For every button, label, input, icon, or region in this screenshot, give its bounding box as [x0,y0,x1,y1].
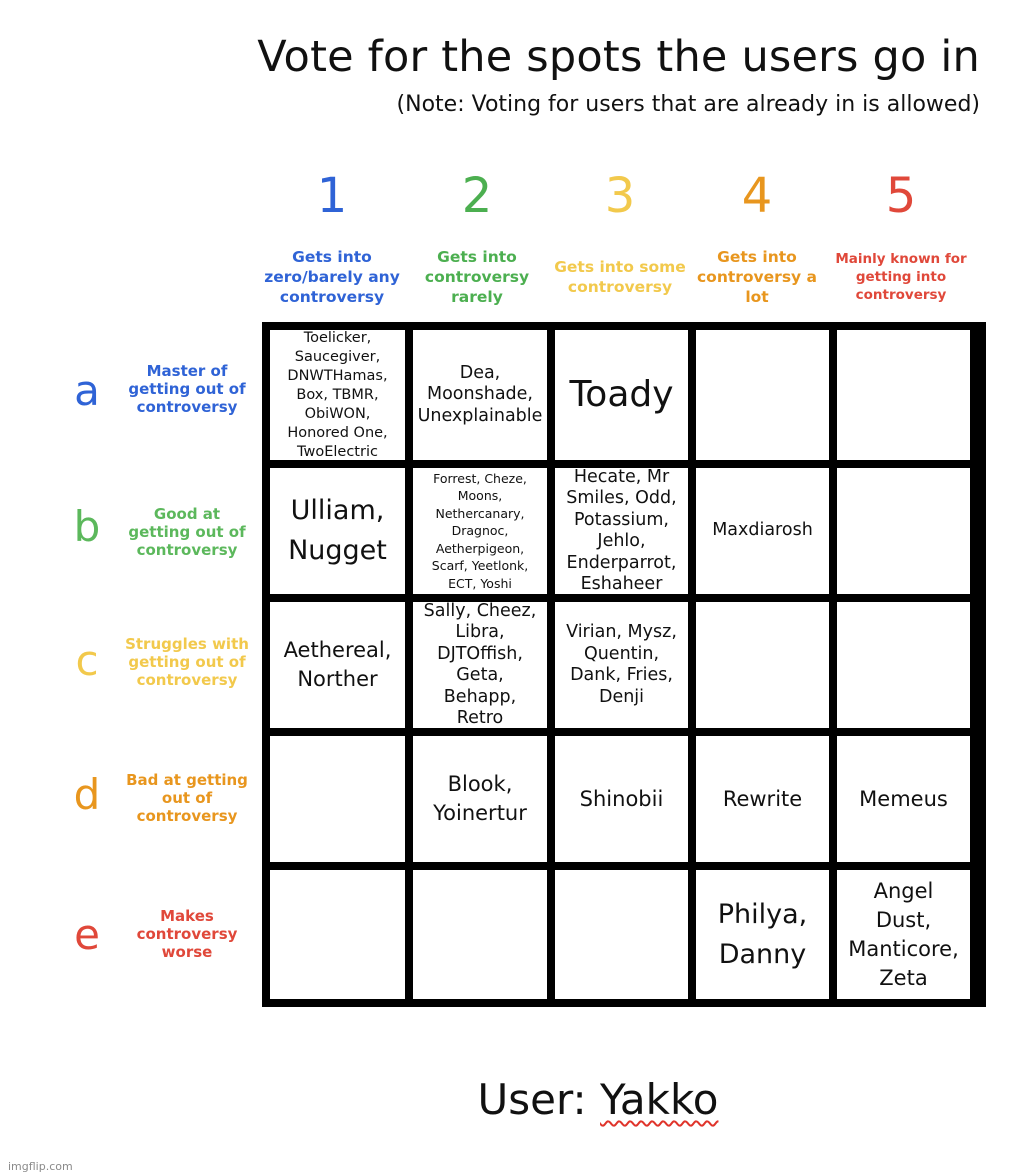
cell-e3[interactable] [555,870,688,999]
row-label-e: Makes controversy worse [136,907,238,961]
cell-a4[interactable] [696,330,829,460]
user-label: User: [477,1075,587,1124]
cell-d4[interactable]: Rewrite [696,736,829,862]
cell-b4[interactable]: Maxdiarosh [696,468,829,594]
cell-c3[interactable]: Virian, Mysz, Quentin, Dank, Fries, Denji [555,602,688,728]
column-label-2: Gets into controversy rarely [424,248,530,306]
column-number-1: 1 [316,168,348,224]
cell-a1[interactable]: Toelicker, Saucegiver, DNWTHamas, Box, TBMR, ObiWON, Honored One, TwoElectric [270,330,405,460]
cell-c5[interactable] [837,602,970,728]
cell-d3[interactable]: Shinobii [555,736,688,862]
cell-c1[interactable]: Aethereal, Norther [270,602,405,728]
user-line [0,1075,1036,1124]
row-label-d: Bad at getting out of controversy [126,771,248,825]
row-letter-c: c [75,636,99,685]
row-label-a: Master of getting out of controversy [128,362,246,416]
cell-c4[interactable] [696,602,829,728]
row-letter-e: e [74,910,100,959]
cell-c2[interactable]: Sally, Cheez, Libra, DJTOffish, Geta, Behapp, Retro [413,602,547,728]
chart-subtitle: (Note: Voting for users that are already in is allowed) [396,92,980,117]
cell-b5[interactable] [837,468,970,594]
watermark: imgflip.com [8,1160,73,1173]
cell-e2[interactable] [413,870,547,999]
column-number-2: 2 [461,168,493,224]
column-label-1: Gets into zero/barely any controversy [264,248,400,306]
cell-e1[interactable] [270,870,405,999]
cell-a5[interactable] [837,330,970,460]
cell-b2[interactable]: Forrest, Cheze, Moons, Nethercanary, Dragnoc, Aetherpigeon, Scarf, Yeetlonk, ECT, Yoshi [413,468,547,594]
row-letter-a: a [74,366,100,415]
cell-d5[interactable]: Memeus [837,736,970,862]
row-letter-d: d [73,770,101,819]
column-label-4: Gets into controversy a lot [696,248,818,306]
tier-grid [262,322,986,1007]
cell-e4[interactable]: Philya, Danny [696,870,829,999]
chart-title: Vote for the spots the users go in [257,32,980,82]
row-letter-b: b [73,502,101,551]
cell-b1[interactable]: Ulliam, Nugget [270,468,405,594]
cell-a2[interactable]: Dea, Moonshade, Unexplainable [413,330,547,460]
cell-a3[interactable]: Toady [555,330,688,460]
cell-d1[interactable] [270,736,405,862]
row-label-c: Struggles with getting out of controversy [125,635,249,689]
column-label-5: Mainly known for getting into controversy [835,251,967,303]
column-number-3: 3 [604,168,636,224]
cell-b3[interactable]: Hecate, Mr Smiles, Odd, Potassium, Jehlo, Enderparrot, Eshaheer [555,468,688,594]
column-number-5: 5 [885,168,917,224]
user-name: Yakko [600,1075,719,1124]
column-number-4: 4 [741,168,773,224]
row-label-b: Good at getting out of controversy [128,505,246,559]
column-label-3: Gets into some controversy [554,258,686,296]
cell-d2[interactable]: Blook, Yoinertur [413,736,547,862]
cell-e5[interactable]: Angel Dust, Manticore, Zeta [837,870,970,999]
